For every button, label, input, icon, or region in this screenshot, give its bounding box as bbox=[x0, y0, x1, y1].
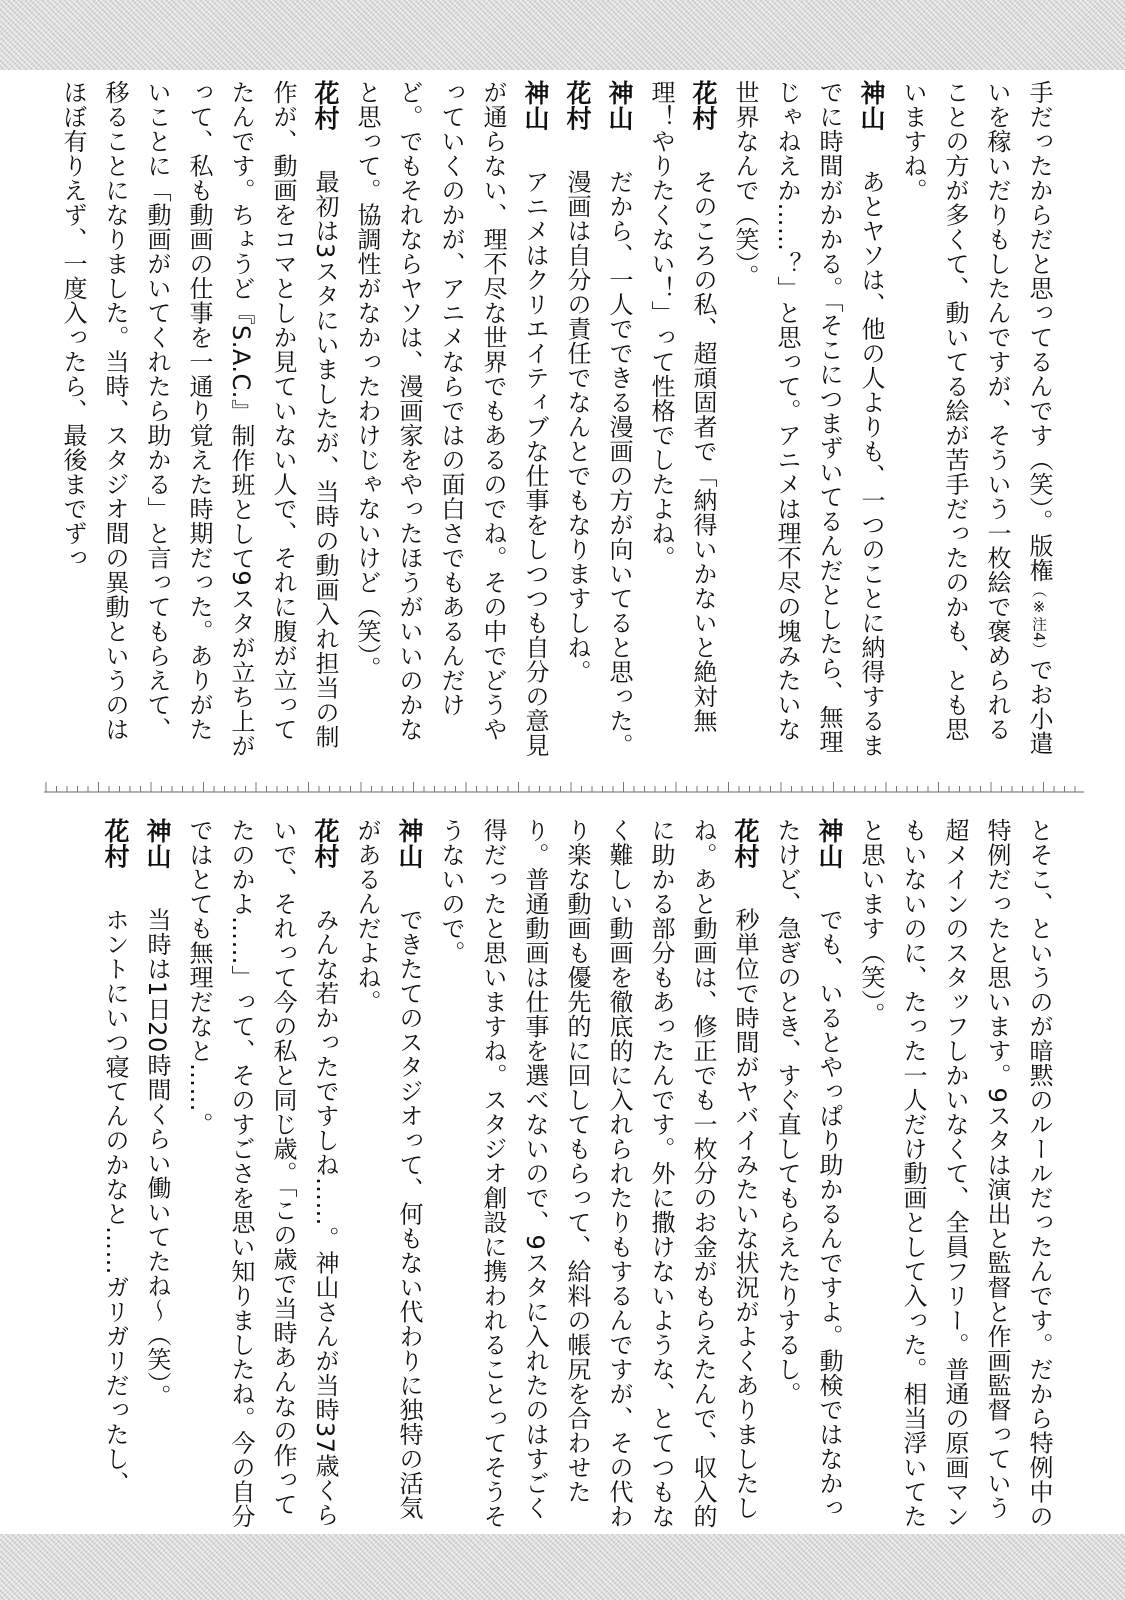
dialogue-paragraph bbox=[892, 80, 1060, 760]
speaker-name: 花村 bbox=[101, 818, 130, 869]
dialogue-text: 漫画は自分の責任でなんとでもなりますしね。 bbox=[563, 169, 591, 684]
speaker-name: 花村 bbox=[311, 80, 340, 131]
speaker-name: 花村 bbox=[689, 80, 718, 131]
page-top-texture bbox=[0, 0, 1125, 70]
speaker-name: 神山 bbox=[815, 818, 844, 869]
dialogue-paragraph bbox=[94, 818, 136, 1533]
speaker-name: 神山 bbox=[605, 80, 634, 131]
dialogue-text: 秒単位で時間がヤバイみたいな状況がよくありましたしね。あと動画は、修正でも一枚分のお金がもらえたんで、収入的に助かる部分もあったんです。外に撒けないような、とてつもなく難しい動画を徹底的に入れられたりもするんですが、その代わり楽な動画も優先的に回してもらって、給料の帳尻を合わせたり。普通動画は仕事を選べないので、9スタに入れたのはすごく得だったと思いますね。スタジオ創設に携われることってそうそうないので。 bbox=[437, 818, 759, 1529]
dialogue-text: でも、いるとやっぱり助かるんですよ。動検ではなかったけど、急ぎのとき、すぐ直してもらえたりするし。 bbox=[773, 818, 843, 1520]
dialogue-text: みんな若かったですしね……。神山さんが当時37歳くらいで、それって今の私と同じ歳。「この歳で当時あんなの作ってたのかよ……」って、そのすごさを思い知りましたね。今の自分ではとても無理だなと……。 bbox=[185, 818, 339, 1529]
dialogue-paragraph bbox=[136, 818, 178, 1533]
interview-column-bottom bbox=[70, 818, 1060, 1533]
speaker-name: 神山 bbox=[395, 818, 424, 869]
footnote-marker: （※注4） bbox=[1030, 582, 1048, 658]
dialogue-text: アニメはクリエイティブな仕事をしつつも自分の意見が通らない、理不尽な世界でもあるのでね。その中でどうやっていくのかが、アニメならではの面白さでもあるんだけど。でもそれならヤソは、漫画家をやったほうがいいのかなと思って。協調性がなかったわけじゃないけど（笑）。 bbox=[353, 80, 549, 758]
dialogue-paragraph bbox=[430, 818, 766, 1533]
page-bottom-texture bbox=[0, 1534, 1125, 1600]
dialogue-text: そのころの私、超頑固者で「納得いかないと絶対無理！やりたくない！」って性格でしたよね。 bbox=[647, 80, 717, 733]
dialogue-paragraph bbox=[556, 80, 598, 760]
speaker-name: 神山 bbox=[521, 80, 550, 131]
dialogue-paragraph bbox=[640, 80, 724, 760]
dialogue-paragraph bbox=[766, 818, 850, 1533]
interview-column-top bbox=[59, 80, 1060, 760]
dialogue-text: 手だったからだと思ってるんです（笑）。版権 bbox=[1025, 80, 1053, 583]
speaker-name: 花村 bbox=[311, 818, 340, 869]
dialogue-paragraph bbox=[724, 80, 892, 760]
dialogue-text: ホントにいつ寝てんのかなと……ガリガリだったし、 bbox=[101, 907, 129, 1496]
dialogue-text: でお小遣いを稼いだりもしたんですが、そういう一枚絵で褒められることの方が多くて、動いてる絵が苦手だったのかも、とも思いますね。 bbox=[899, 80, 1053, 756]
ruler-graphic bbox=[44, 780, 1084, 798]
dialogue-paragraph bbox=[850, 818, 1060, 1533]
dialogue-paragraph bbox=[52, 80, 346, 760]
dialogue-paragraph bbox=[178, 818, 346, 1533]
dialogue-paragraph bbox=[346, 80, 556, 760]
dialogue-text: あとヤソは、他の人よりも、一つのことに納得するまでに時間がかかる。「そこにつまずいてるんだとしたら、無理じゃねえか……？」と思って。アニメは理不尽の塊みたいな世界なんで（笑）。 bbox=[731, 80, 885, 758]
dialogue-text: 最初は3スタにいましたが、当時の動画入れ担当の制作が、動画をコマとしか見ていない人で、それに腹が立ってたんです。ちょうど『S.A.C.』制作班として9スタが立ち上がって、私も動画の仕事を一通り覚えた時期だった。ありがたいことに「動画がいてくれたら助かる」と言ってもらえて、移ることになりました。当時、スタジオ間の異動というのはほぼ有りえず、一度入ったら、最後までずっ bbox=[59, 80, 339, 758]
dialogue-text: 当時は1日20時間くらい働いてたね～（笑）。 bbox=[143, 907, 171, 1409]
dialogue-text: だから、一人でできる漫画の方が向いてると思った。 bbox=[605, 169, 633, 758]
dialogue-text: とそこ、というのが暗黙のルールだったんです。だから特例中の特例だったと思います。9スタは演出と監督と作画監督っていう超メインのスタッフしかいなくて、全員フリー。普通の原画マンもいないのに、たった一人だけ動画として入った。相当浮いてたと思います（笑）。 bbox=[857, 818, 1053, 1529]
dialogue-text: できたてのスタジオって、何もない代わりに独特の活気があるんだよね。 bbox=[353, 818, 423, 1520]
column-divider-ruler bbox=[44, 780, 1084, 798]
speaker-name: 神山 bbox=[857, 80, 886, 131]
dialogue-paragraph bbox=[346, 818, 430, 1533]
speaker-name: 花村 bbox=[731, 818, 760, 869]
speaker-name: 神山 bbox=[143, 818, 172, 869]
speaker-name: 花村 bbox=[563, 80, 592, 131]
dialogue-paragraph bbox=[598, 80, 640, 760]
